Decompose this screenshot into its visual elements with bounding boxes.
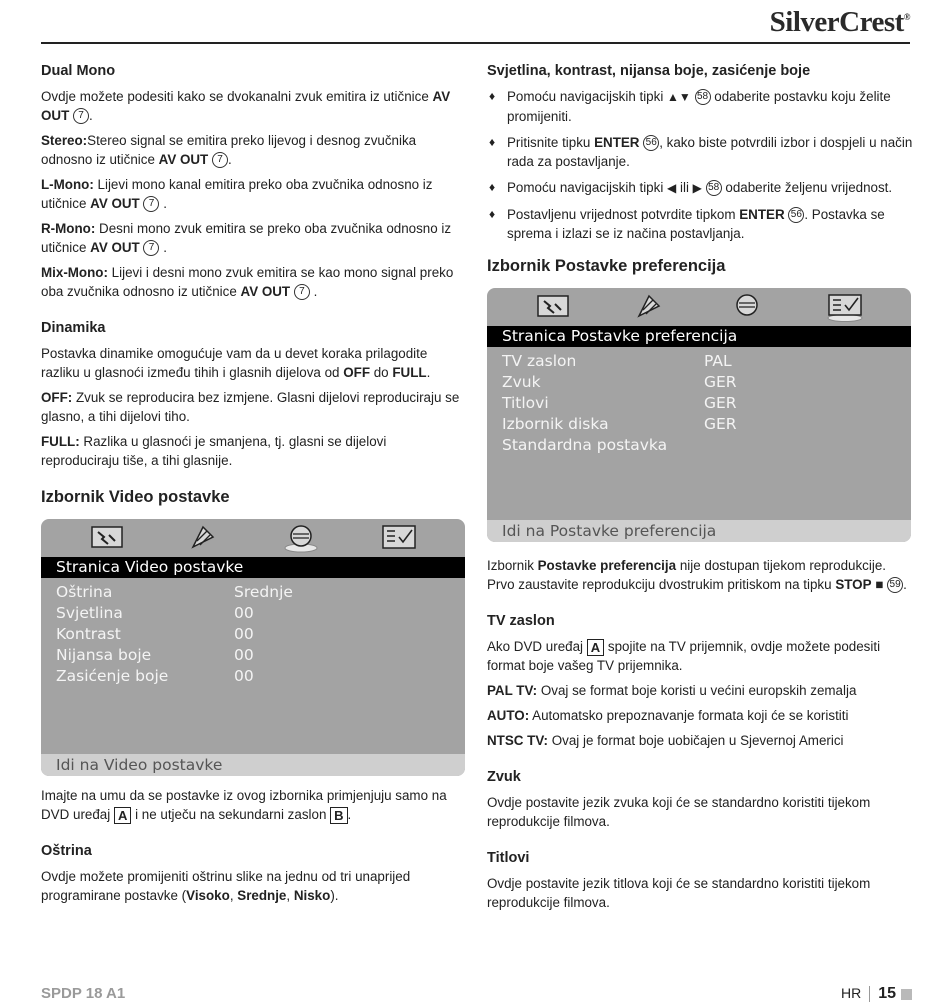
disc-icon bbox=[281, 523, 321, 553]
right-column bbox=[487, 62, 913, 918]
step-1: ♦ Pomoću navigacijskih tipki ▲▼ 58 odaberite postavku koju želite promijeniti. bbox=[489, 89, 891, 124]
step-2: ♦ Pritisnite tipku ENTER 56 , kako biste potvrdili izbor i dospjeli u način rada za postavljanje. bbox=[489, 135, 913, 169]
osd-row-nijansa[interactable]: Nijansa boje 00 bbox=[56, 646, 254, 664]
osd-row-zasicenje[interactable]: Zasićenje boje 00 bbox=[56, 667, 254, 685]
ostrina-desc: Ovdje možete promijeniti oštrinu slike na jednu od tri unaprijed programirane postavke (Visoko, Srednje, Nisko). bbox=[41, 869, 411, 903]
zvuk-desc: Ovdje postavite jezik zvuka koji će se standardno koristiti tijekom reprodukcije filmova. bbox=[487, 795, 871, 829]
ref-number: 7 bbox=[143, 240, 159, 256]
checklist-icon bbox=[825, 292, 865, 322]
osd-row-svjetlina[interactable]: Svjetlina 00 bbox=[56, 604, 254, 622]
osd-body bbox=[487, 347, 911, 520]
ref-number: 7 bbox=[73, 108, 89, 124]
ref-number: 7 bbox=[294, 284, 310, 300]
video-menu-heading: Izbornik Video postavke bbox=[41, 488, 230, 506]
disc-icon bbox=[727, 292, 767, 322]
model-number: SPDP 18 A1 bbox=[41, 985, 126, 1002]
osd-row-izbornik-diska[interactable]: Izbornik diska GER bbox=[502, 415, 737, 433]
tv-zaslon-intro: Ako DVD uređaj A spojite na TV prijemnik, ovdje možete podesiti format boje vašeg TV prijemnika. bbox=[487, 639, 881, 673]
checklist-icon bbox=[379, 523, 419, 553]
lmono-desc: L-Mono: Lijevi mono kanal emitira preko oba zvučnika odnosno iz utičnice AV OUT 7 . bbox=[41, 177, 433, 211]
section-title-svjetlina: Svjetlina, kontrast, nijansa boje, zasićenje boje bbox=[487, 63, 811, 79]
mix-mono-desc: Mix-Mono: Lijevi i desni mono zvuk emitira se kao mono signal preko oba zvučnika odnosno iz utičnice AV OUT 7 . bbox=[41, 265, 454, 299]
section-title-zvuk: Zvuk bbox=[487, 769, 521, 785]
brand-logo: SilverCrest® bbox=[769, 6, 910, 38]
step-3: ♦ Pomoću navigacijskih tipki ◀ ili ▶ 58 odaberite željenu vrijednost. bbox=[489, 180, 893, 195]
section-title-ostrina: Oštrina bbox=[41, 843, 92, 859]
speaker-icon bbox=[183, 523, 223, 553]
osd-icon-bar bbox=[41, 519, 465, 557]
wrench-icon bbox=[533, 292, 573, 322]
ref-number: 7 bbox=[212, 152, 228, 168]
dinamika-full: FULL: Razlika u glasnoći je smanjena, tj. glasni se dijelovi reproduciraju tiše, a tihi glasnije. bbox=[41, 434, 387, 468]
speaker-icon bbox=[629, 292, 669, 322]
section-title-dinamika: Dinamika bbox=[41, 320, 106, 336]
dual-mono-intro: Ovdje možete podesiti kako se dvokanalni zvuk emitira iz utičnice AV OUT 7 . bbox=[41, 89, 451, 123]
section-title-tv-zaslon: TV zaslon bbox=[487, 613, 555, 629]
pal-tv-desc: PAL TV: Ovaj se format boje koristi u većini europskih zemalja bbox=[487, 683, 857, 698]
titlovi-desc: Ovdje postavite jezik titlova koji će se standardno koristiti tijekom reprodukcije filmova. bbox=[487, 876, 871, 910]
osd-icon-bar bbox=[487, 288, 911, 326]
osd-row-ostrina[interactable]: Oštrina Srednje bbox=[56, 583, 293, 601]
video-osd-menu bbox=[41, 519, 465, 776]
osd-page-title: Stranica Video postavke bbox=[41, 557, 465, 578]
step-4: ♦ Postavljenu vrijednost potvrdite tipkom ENTER 56 . Postavka se sprema i izlazi se iz načina postavljanja. bbox=[489, 207, 885, 241]
pref-osd-menu bbox=[487, 288, 911, 542]
section-title-dual-mono: Dual Mono bbox=[41, 63, 116, 79]
page-number: 15 bbox=[878, 985, 896, 1002]
osd-row-zvuk[interactable]: Zvuk GER bbox=[502, 373, 737, 391]
video-note: Imajte na umu da se postavke iz ovog izbornika primjenjuju samo na DVD uređaj A i ne utječu na sekundarni zaslon B . bbox=[41, 788, 447, 823]
section-title-titlovi: Titlovi bbox=[487, 850, 530, 866]
language-code: HR bbox=[840, 985, 862, 1001]
page-footer bbox=[841, 985, 912, 1003]
osd-row-standardna[interactable]: Standardna postavka bbox=[502, 436, 668, 454]
osd-row-titlovi[interactable]: Titlovi GER bbox=[502, 394, 737, 412]
ntsc-tv-desc: NTSC TV: Ovaj je format boje uobičajen u Sjevernoj Americi bbox=[487, 733, 844, 748]
ref-number: 7 bbox=[143, 196, 159, 212]
rmono-desc: R-Mono: Desni mono zvuk emitira se preko oba zvučnika odnosno iz utičnice AV OUT 7 . bbox=[41, 221, 452, 255]
stereo-desc: Stereo:Stereo signal se emitira preko lijevog i desnog zvučnika odnosno iz utičnice AV OUT 7 . bbox=[41, 133, 417, 167]
osd-row-tv-zaslon[interactable]: TV zaslon PAL bbox=[502, 352, 732, 370]
wrench-icon bbox=[87, 523, 127, 553]
pref-menu-heading: Izbornik Postavke preferencija bbox=[487, 257, 726, 275]
osd-page-title: Stranica Postavke preferencija bbox=[487, 326, 911, 347]
header-rule bbox=[41, 42, 910, 44]
svjetlina-steps bbox=[487, 87, 913, 243]
dinamika-intro: Postavka dinamike omogućuje vam da u devet koraka prilagodite razliku u glasnoći između tihih i glasnih dijelova od OFF do FULL. bbox=[41, 346, 431, 380]
auto-desc: AUTO: Automatsko prepoznavanje formata koji će se koristiti bbox=[487, 708, 849, 723]
dinamika-off: OFF: Zvuk se reproducira bez izmjene. Glasni dijelovi reproduciraju se glasno, a tihi dijelovi tiho. bbox=[41, 390, 460, 424]
osd-body bbox=[41, 578, 465, 754]
osd-footer: Idi na Video postavke bbox=[41, 754, 465, 776]
left-column bbox=[41, 62, 467, 911]
pref-note: Izbornik Postavke preferencija nije dostupan tijekom reprodukcije. Prvo zaustavite reprodukciju dvostrukim pritiskom na tipku STOP ■ 59 . bbox=[487, 558, 907, 592]
osd-footer: Idi na Postavke preferencija bbox=[487, 520, 911, 542]
osd-row-kontrast[interactable]: Kontrast 00 bbox=[56, 625, 254, 643]
